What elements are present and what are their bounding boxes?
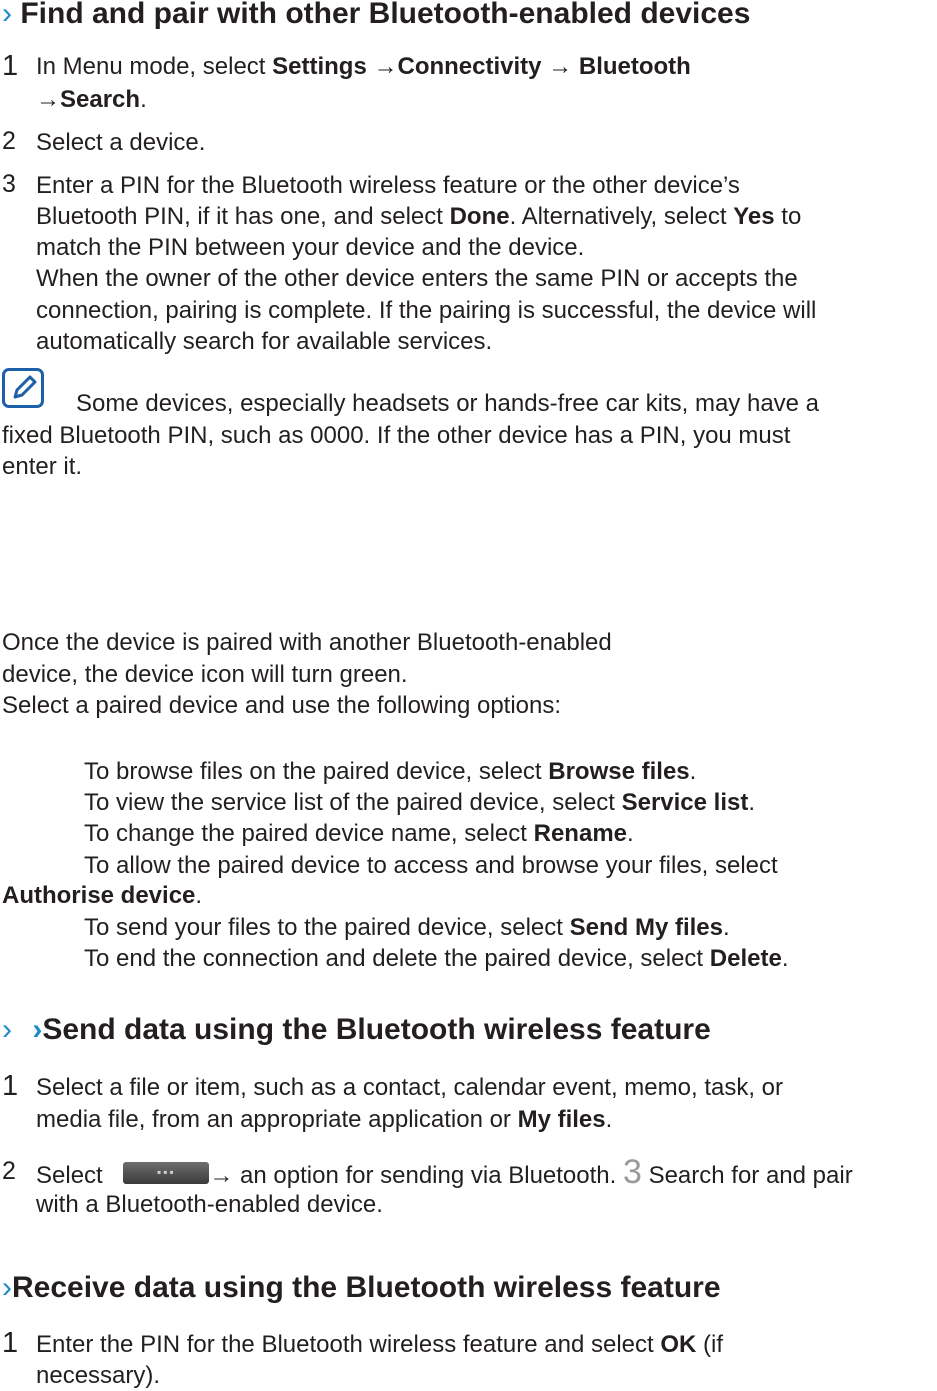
heading-text: Send data using the Bluetooth wireless feature <box>42 1013 711 1046</box>
paragraph-text: Select a paired device and use the following options: <box>2 692 562 719</box>
step-text: connection, pairing is complete. If the pairing is successful, the device will <box>36 297 817 324</box>
paragraph-text: Once the device is paired with another Bluetooth-enabled <box>2 629 612 656</box>
step-text: When the owner of the other device enters the same PIN or accepts the <box>36 265 798 292</box>
step-text: Enter the PIN for the Bluetooth wireless feature and select OK (if <box>36 1331 724 1358</box>
step-text: Enter a PIN for the Bluetooth wireless feature or the other device’s <box>36 172 740 199</box>
chevron-icon: › <box>2 1013 12 1046</box>
step-text: automatically search for available services. <box>36 328 493 355</box>
note-text: Some devices, especially headsets or hands-free car kits, may have a <box>76 390 820 417</box>
step-text: Select a file or item, such as a contact, calendar event, memo, task, or <box>36 1074 784 1101</box>
note-pencil-icon <box>2 368 44 408</box>
chevron-icon: › <box>2 0 12 30</box>
step-text: media file, from an appropriate application or My files. <box>36 1106 613 1133</box>
option-item: To send your files to the paired device, select Send My files. <box>84 914 730 941</box>
option-item: To browse files on the paired device, select Browse files. <box>84 758 697 785</box>
step-text: →Search. <box>36 86 147 113</box>
step-number: 3 <box>2 170 16 198</box>
note-text: fixed Bluetooth PIN, such as 0000. If the other device has a PIN, you must <box>2 422 791 449</box>
step-text: Select ▪▪▪ → an option for sending via Bluetooth. 3 Search for and pair <box>36 1153 853 1191</box>
option-item: To end the connection and delete the paired device, select Delete. <box>84 945 789 972</box>
step-number: 1 <box>2 50 19 82</box>
option-item: To change the paired device name, select Rename. <box>84 820 634 847</box>
paragraph-text: device, the device icon will turn green. <box>2 661 408 688</box>
step-text: Select a device. <box>36 129 206 156</box>
step-number: 2 <box>2 1157 16 1185</box>
step-text: In Menu mode, select Settings →Connectivity → Bluetooth <box>36 53 691 80</box>
option-item: Authorise device. <box>2 882 203 909</box>
heading-text: Find and pair with other Bluetooth-enabled devices <box>20 0 751 30</box>
step-number: 2 <box>2 127 16 155</box>
step-number: 1 <box>2 1070 19 1102</box>
chevron-icon: › <box>32 1013 43 1046</box>
option-item: To view the service list of the paired device, select Service list. <box>84 789 756 816</box>
section-heading-receive-data <box>2 1271 721 1305</box>
step-text: with a Bluetooth-enabled device. <box>36 1191 383 1218</box>
step-text: Bluetooth PIN, if it has one, and select Done. Alternatively, select Yes to <box>36 203 802 230</box>
chevron-icon: › <box>2 1271 12 1304</box>
option-item: To allow the paired device to access and browse your files, select <box>84 852 778 879</box>
step-text: necessary). <box>36 1362 161 1389</box>
step-text: match the PIN between your device and the device. <box>36 234 585 261</box>
note-text: enter it. <box>2 453 83 480</box>
step-number: 1 <box>2 1327 19 1359</box>
more-options-button-icon: ▪▪▪ <box>123 1162 209 1184</box>
section-heading-find-pair <box>2 0 750 31</box>
heading-text: Receive data using the Bluetooth wireless feature <box>12 1271 721 1304</box>
section-heading-send-data <box>2 1013 711 1047</box>
